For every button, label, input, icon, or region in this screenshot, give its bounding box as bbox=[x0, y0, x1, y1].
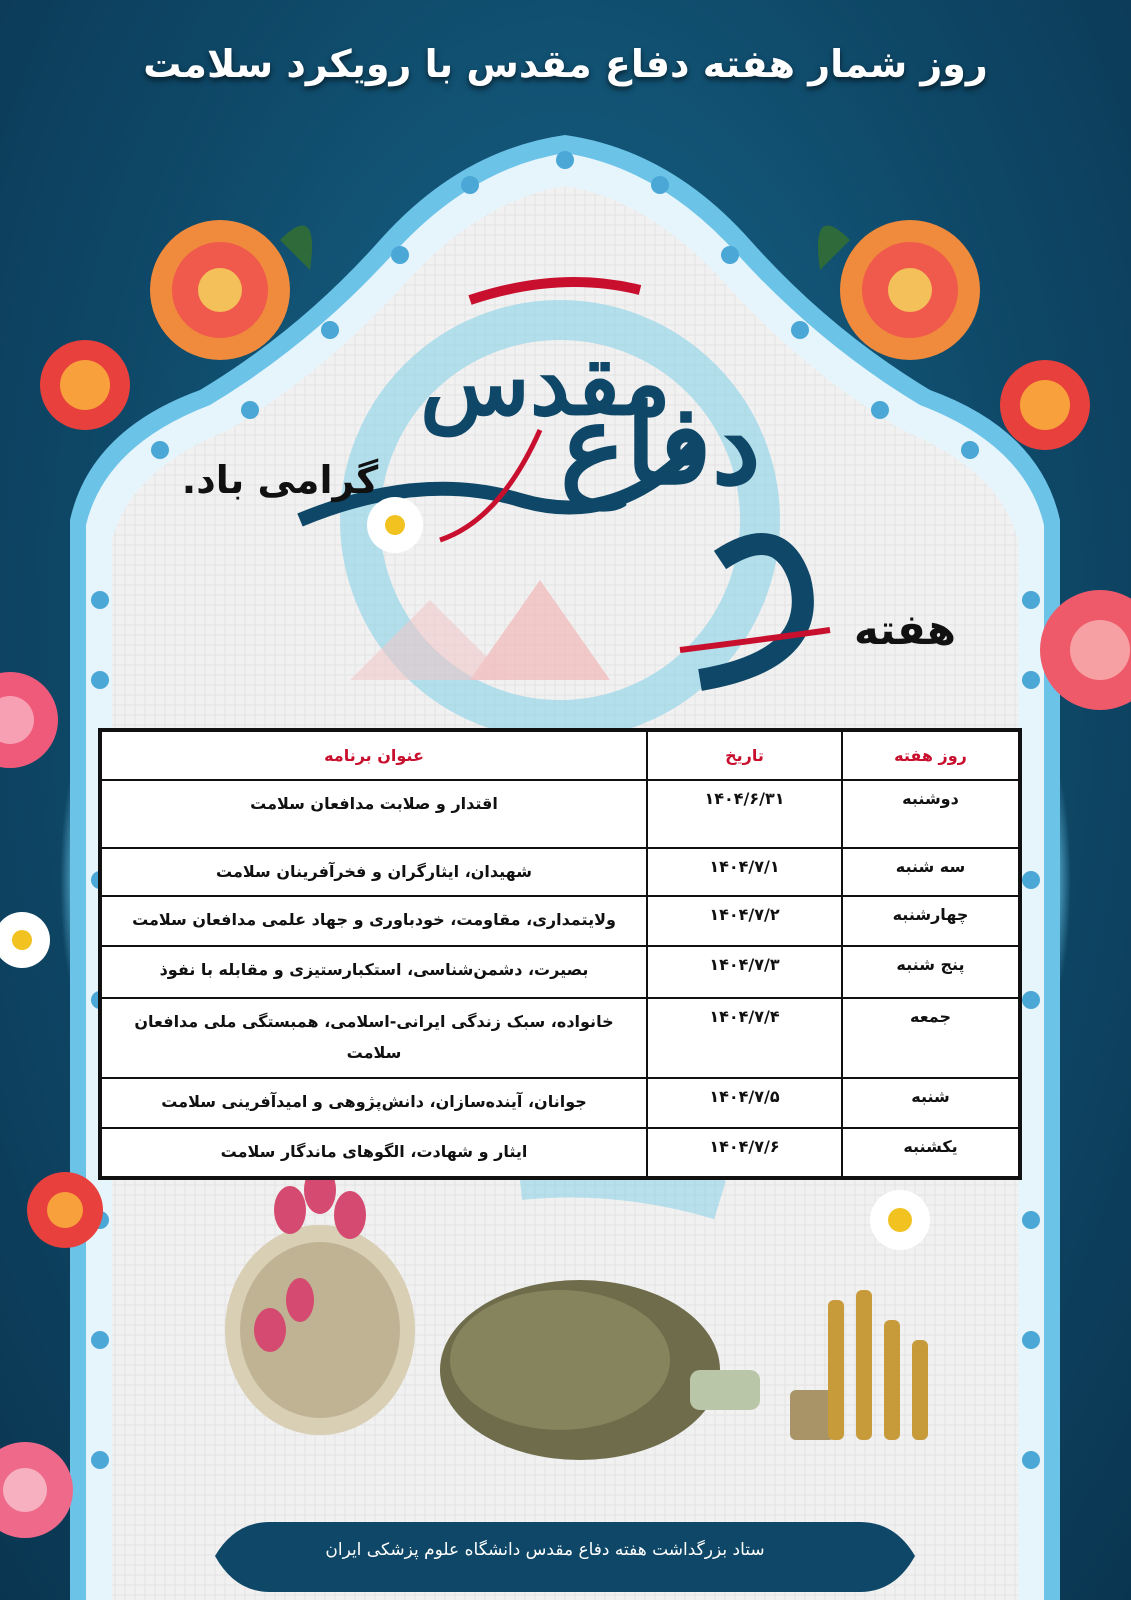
table-row bbox=[100, 780, 1020, 848]
row-date: ۱۴۰۴/۷/۵ bbox=[647, 1078, 842, 1128]
row-program: خانواده، سبک زندگی ایرانی-اسلامی، همبستگی ملی مدافعان سلامت bbox=[100, 998, 647, 1078]
row-day: جمعه bbox=[842, 998, 1020, 1078]
row-date: ۱۴۰۴/۷/۲ bbox=[647, 896, 842, 946]
row-program: جوانان، آینده‌سازان، دانش‌پژوهی و امیدآفرینی سلامت bbox=[100, 1078, 647, 1128]
row-program: ولایتمداری، مقاومت، خودباوری و جهاد علمی مدافعان سلامت bbox=[100, 896, 647, 946]
table-row bbox=[100, 848, 1020, 896]
row-day: دوشنبه bbox=[842, 780, 1020, 848]
daffodil-right-icon bbox=[860, 1180, 940, 1260]
row-day: یکشنبه bbox=[842, 1128, 1020, 1177]
week-label: هفته bbox=[854, 605, 956, 654]
row-date: ۱۴۰۴/۷/۱ bbox=[647, 848, 842, 896]
rose-top-right-icon bbox=[810, 200, 1010, 370]
table-header-row bbox=[100, 730, 1020, 780]
table-row bbox=[100, 998, 1020, 1078]
greeting-text: گرامی باد. bbox=[181, 458, 379, 502]
schedule-table bbox=[98, 728, 1022, 1180]
table-row bbox=[100, 1078, 1020, 1128]
rose-right-edge-icon bbox=[1040, 570, 1131, 730]
row-day: سه شنبه bbox=[842, 848, 1020, 896]
rose-lower-left-icon bbox=[20, 1160, 110, 1260]
rose-left-edge-icon bbox=[0, 660, 60, 780]
rose-left-small-icon bbox=[30, 330, 140, 440]
page-title: روز شمار هفته دفاع مقدس با رویکرد سلامت bbox=[143, 42, 988, 86]
row-day: پنج شنبه bbox=[842, 946, 1020, 998]
table-row bbox=[100, 1128, 1020, 1177]
row-date: ۱۴۰۴/۶/۳۱ bbox=[647, 780, 842, 848]
header-program: عنوان برنامه bbox=[100, 730, 647, 780]
row-program: اقتدار و صلابت مدافعان سلامت bbox=[100, 780, 647, 848]
header-day: روز هفته bbox=[842, 730, 1020, 780]
row-program: بصیرت، دشمن‌شناسی، استکبارستیزی و مقابله با نفوذ bbox=[100, 946, 647, 998]
row-day: شنبه bbox=[842, 1078, 1020, 1128]
row-program: ایثار و شهادت، الگوهای ماندگار سلامت bbox=[100, 1128, 647, 1177]
organizer-text: ستاد بزرگداشت هفته دفاع مقدس دانشگاه علوم پزشکی ایران bbox=[325, 1540, 765, 1560]
daffodil-left-icon bbox=[0, 900, 60, 980]
row-date: ۱۴۰۴/۷/۴ bbox=[647, 998, 842, 1078]
rose-top-left-icon bbox=[120, 200, 320, 370]
rose-right-small-icon bbox=[990, 350, 1100, 460]
row-day: چهارشنبه bbox=[842, 896, 1020, 946]
calligraphy-moghaddas: مقدس bbox=[420, 330, 671, 436]
header-date: تاریخ bbox=[647, 730, 842, 780]
calligraphy-defa: دفاع bbox=[560, 380, 761, 509]
row-date: ۱۴۰۴/۷/۳ bbox=[647, 946, 842, 998]
row-date: ۱۴۰۴/۷/۶ bbox=[647, 1128, 842, 1177]
table-row bbox=[100, 946, 1020, 998]
table-row bbox=[100, 896, 1020, 946]
rose-bottom-left-icon bbox=[0, 1430, 80, 1550]
row-program: شهیدان، ایثارگران و فخرآفرینان سلامت bbox=[100, 848, 647, 896]
